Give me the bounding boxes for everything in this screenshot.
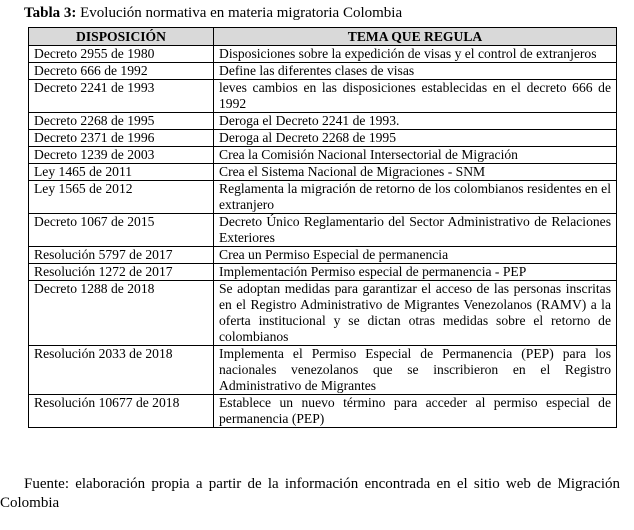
tema-cell: Implementación Permiso especial de permanencia - PEP — [214, 264, 617, 281]
disposicion-cell: Decreto 1239 de 2003 — [29, 147, 214, 164]
tema-cell: Deroga el Decreto 2241 de 1993. — [214, 113, 617, 130]
disposicion-cell: Ley 1465 de 2011 — [29, 164, 214, 181]
tema-cell: Crea un Permiso Especial de permanencia — [214, 247, 617, 264]
table-row — [29, 80, 617, 113]
disposicion-cell: Resolución 10677 de 2018 — [29, 395, 214, 428]
table-caption-text: Evolución normativa en materia migratoria Colombia — [80, 5, 403, 21]
table-row — [29, 395, 617, 428]
header-tema: TEMA QUE REGULA — [214, 28, 617, 46]
source-note: Fuente: elaboración propia a partir de la información encontrada en el sitio web de Migración Colombia — [0, 476, 620, 511]
table-row — [29, 113, 617, 130]
table-row — [29, 147, 617, 164]
regulations-table — [28, 27, 617, 428]
table-row — [29, 181, 617, 214]
table-row — [29, 281, 617, 346]
table-row — [29, 346, 617, 395]
table-row — [29, 264, 617, 281]
disposicion-cell: Decreto 2371 de 1996 — [29, 130, 214, 147]
table-caption — [24, 5, 402, 22]
disposicion-cell: Decreto 2268 de 1995 — [29, 113, 214, 130]
disposicion-cell: Resolución 5797 de 2017 — [29, 247, 214, 264]
disposicion-cell: Decreto 666 de 1992 — [29, 63, 214, 80]
disposicion-cell: Decreto 1067 de 2015 — [29, 214, 214, 247]
table-row — [29, 63, 617, 80]
disposicion-cell: Decreto 2955 de 1980 — [29, 46, 214, 63]
tema-cell: leves cambios en las disposiciones establecidas en el decreto 666 de 1992 — [214, 80, 617, 113]
disposicion-cell: Decreto 1288 de 2018 — [29, 281, 214, 346]
tema-cell: Disposiciones sobre la expedición de visas y el control de extranjeros — [214, 46, 617, 63]
table-row — [29, 247, 617, 264]
tema-cell: Crea el Sistema Nacional de Migraciones - SNM — [214, 164, 617, 181]
tema-cell: Implementa el Permiso Especial de Permanencia (PEP) para los nacionales venezolanos que se inscribieron en el Registro Administrativo de Migrantes — [214, 346, 617, 395]
table-row — [29, 214, 617, 247]
header-disposicion: DISPOSICIÓN — [29, 28, 214, 46]
tema-cell: Establece un nuevo término para acceder al permiso especial de permanencia (PEP) — [214, 395, 617, 428]
disposicion-cell: Ley 1565 de 2012 — [29, 181, 214, 214]
disposicion-cell: Resolución 1272 de 2017 — [29, 264, 214, 281]
table-row — [29, 164, 617, 181]
table-row — [29, 46, 617, 63]
tema-cell: Deroga al Decreto 2268 de 1995 — [214, 130, 617, 147]
tema-cell: Define las diferentes clases de visas — [214, 63, 617, 80]
disposicion-cell: Resolución 2033 de 2018 — [29, 346, 214, 395]
disposicion-cell: Decreto 2241 de 1993 — [29, 80, 214, 113]
tema-cell: Se adoptan medidas para garantizar el acceso de las personas inscritas en el Registro Administrativo de Migrantes Venezolanos (RAMV) a la oferta institucional y se dictan otras medidas sobre el retorno de colombianos — [214, 281, 617, 346]
table-row — [29, 130, 617, 147]
tema-cell: Reglamenta la migración de retorno de los colombianos residentes en el extranjero — [214, 181, 617, 214]
tema-cell: Crea la Comisión Nacional Intersectorial de Migración — [214, 147, 617, 164]
table-header-row — [29, 28, 617, 46]
table-caption-label: Tabla 3: — [24, 5, 77, 21]
tema-cell: Decreto Único Reglamentario del Sector Administrativo de Relaciones Exteriores — [214, 214, 617, 247]
